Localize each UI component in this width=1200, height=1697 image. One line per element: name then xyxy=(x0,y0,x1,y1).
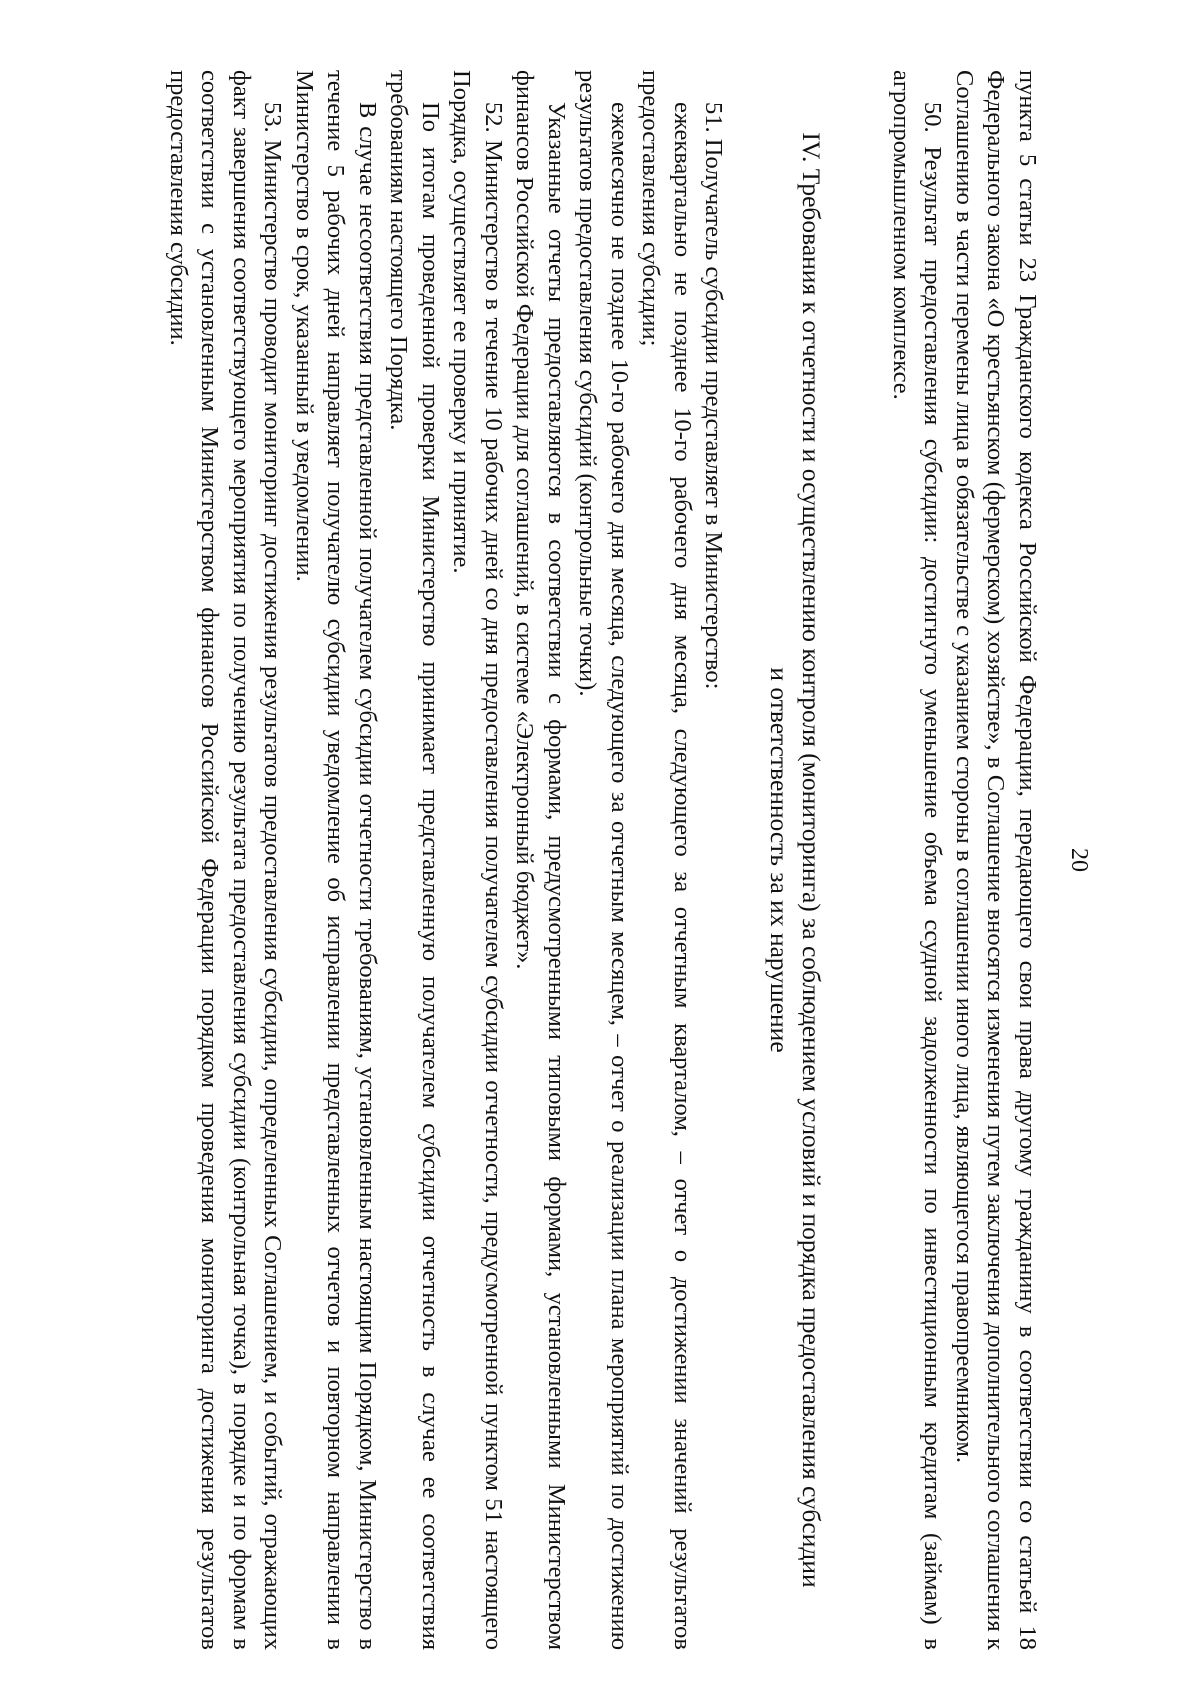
paragraph: 51. Получатель субсидии представляет в Министерство: xyxy=(700,102,728,690)
paragraph: Указанные отчеты предоставляются в соответствии с формами, предусмотренными типовыми формами, установленными Министерством финансов Российской Федерации для соглашений, в системе «Электронный бюджет». xyxy=(511,70,570,1650)
paragraphs-after-section xyxy=(163,70,730,1650)
paragraph: ежеквартально не позднее 10-го рабочего дня месяца, следующего за отчетным кварталом, – отчет о достижении значений результатов предоставления субсидии; xyxy=(637,70,696,1650)
paragraph: В случае несоответствия представленной получателем субсидии отчетности требованиям, установленным настоящим Порядком, Министерство в течение 5 рабочих дней направляет получателю субсидии уведомление об исправлении представленных отчетов и повторном направлении в Министерство в срок, указанный в уведомлении. xyxy=(291,70,381,1650)
paragraph: ежемесячно не позднее 10-го рабочего дня месяца, следующего за отчетным месяцем, – отчет о реализации плана мероприятий по достижению результатов предоставления субсидий (контрольные точки). xyxy=(574,70,633,1650)
document-body xyxy=(163,70,1044,1650)
rotated-page-content xyxy=(105,70,1095,1650)
section-heading: IV. Требования к отчетности и осуществлению контроля (мониторинга) за соблюдением условий и порядка предоставления субсидии и ответственность за их нарушение xyxy=(765,132,827,1588)
paragraph: По итогам проведенной проверки Министерство принимает представленную получателем субсидии отчетность в случае ее соответствия требованиям настоящего Порядка. xyxy=(385,70,444,1650)
paragraph: 53. Министерство проводит мониторинг достижения результатов предоставления субсидии, определенных Соглашением, и событий, отражающих факт завершения соответствующего мероприятия по получению результата предоставления субсидии (контрольная точка), в порядке и по формам в соответствии с установленным Министерством финансов Российской Федерации порядком проведения мониторинга достижения результатов предоставления субсидии. xyxy=(165,70,287,1650)
paragraphs-before-section xyxy=(886,70,1044,1650)
paragraph: 52. Министерство в течение 10 рабочих дней со дня предоставления получателем субсидии отчетности, предусмотренной пунктом 51 настоящего Порядка, осуществляет ее проверку и принятие. xyxy=(448,70,507,1650)
page-number: 20 xyxy=(1066,848,1092,872)
paragraph: 50. Результат предоставления субсидии: достигнуто уменьшение объема ссудной задолженности по инвестиционным кредитам (займам) в агропромышленном комплексе. xyxy=(888,70,947,1650)
paragraph: пункта 5 статьи 23 Гражданского кодекса Российской Федерации, передающего свои права другому гражданину в соответствии со статьей 18 Федерального закона «О крестьянском (фермерском) хозяйстве», в Соглашение вносятся изменения путем заключения дополнительного соглашения к Соглашению в части перемены лица в обязательстве с указанием стороны в соглашении иного лица, являющегося правопреемником. xyxy=(951,70,1041,1650)
